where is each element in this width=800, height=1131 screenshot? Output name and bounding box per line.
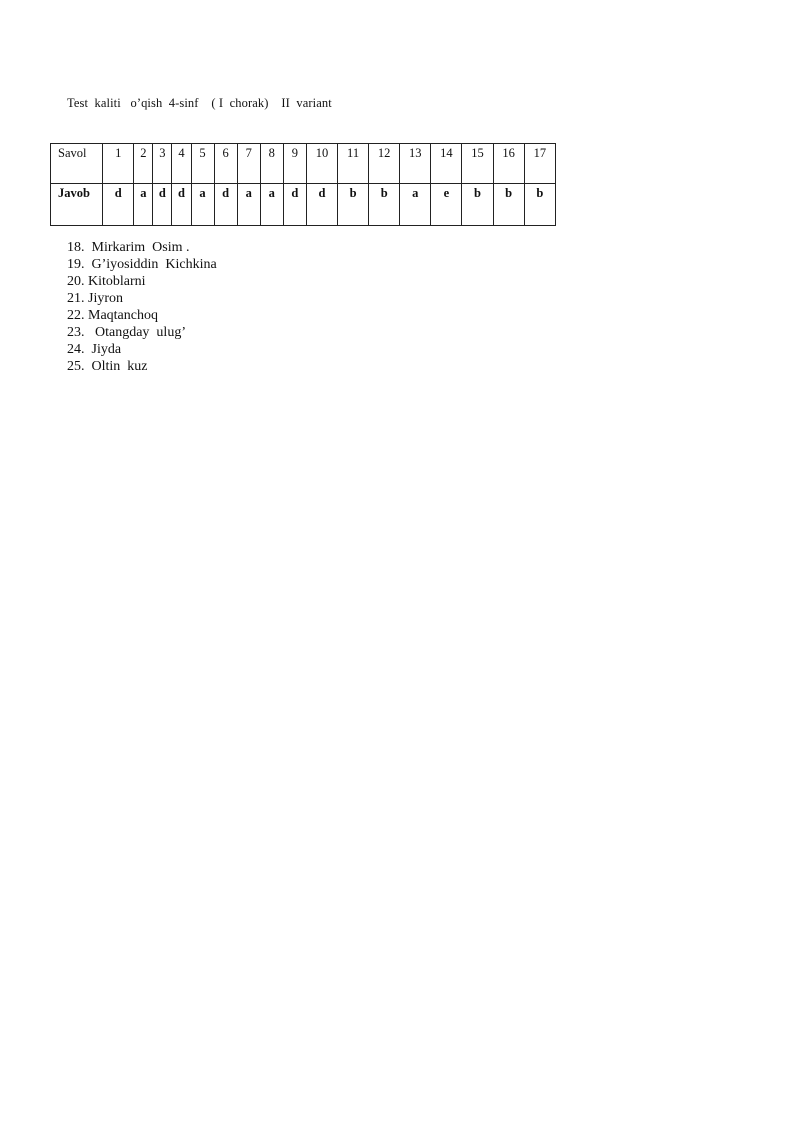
answer-letter: b [338,184,369,226]
answer-letter: b [369,184,400,226]
answer-letter: a [237,184,260,226]
answer-key-table [50,143,556,226]
question-number: 11 [338,144,369,184]
list-item: 21. Jiyron [67,291,123,306]
question-number: 10 [306,144,337,184]
answer-letter: d [306,184,337,226]
answer-letter: d [283,184,306,226]
question-number: 17 [524,144,555,184]
question-number: 13 [400,144,431,184]
answer-letter: e [431,184,462,226]
list-item: 22. Maqtanchoq [67,308,158,323]
list-item: 25. Oltin kuz [67,359,148,374]
question-number: 9 [283,144,306,184]
answer-letter: b [462,184,493,226]
open-answers-list [67,239,217,375]
answer-letter: a [400,184,431,226]
answer-letter: d [103,184,134,226]
question-number: 1 [103,144,134,184]
list-item: 20. Kitoblarni [67,274,146,289]
list-item: 18. Mirkarim Osim . [67,240,190,255]
question-number: 16 [493,144,524,184]
question-number: 14 [431,144,462,184]
question-number: 3 [153,144,172,184]
question-number: 7 [237,144,260,184]
answer-letter: a [191,184,214,226]
question-number: 5 [191,144,214,184]
page-title: Test kaliti o’qish 4-sinf ( I chorak) II variant [67,96,332,110]
list-item: 23. Otangday ulug’ [67,325,186,340]
answer-row [51,184,556,226]
answer-letter: d [214,184,237,226]
answer-letter: b [524,184,555,226]
answer-letter: a [260,184,283,226]
question-number: 8 [260,144,283,184]
question-number: 12 [369,144,400,184]
answer-letter: d [153,184,172,226]
question-number: 6 [214,144,237,184]
question-row [51,144,556,184]
question-number: 2 [134,144,153,184]
list-item: 19. G’iyosiddin Kichkina [67,257,217,272]
answer-row-label: Javob [51,184,103,226]
answer-letter: a [134,184,153,226]
question-row-label: Savol [51,144,103,184]
list-item: 24. Jiyda [67,342,122,357]
answer-letter: b [493,184,524,226]
question-number: 15 [462,144,493,184]
question-number: 4 [172,144,191,184]
answer-letter: d [172,184,191,226]
